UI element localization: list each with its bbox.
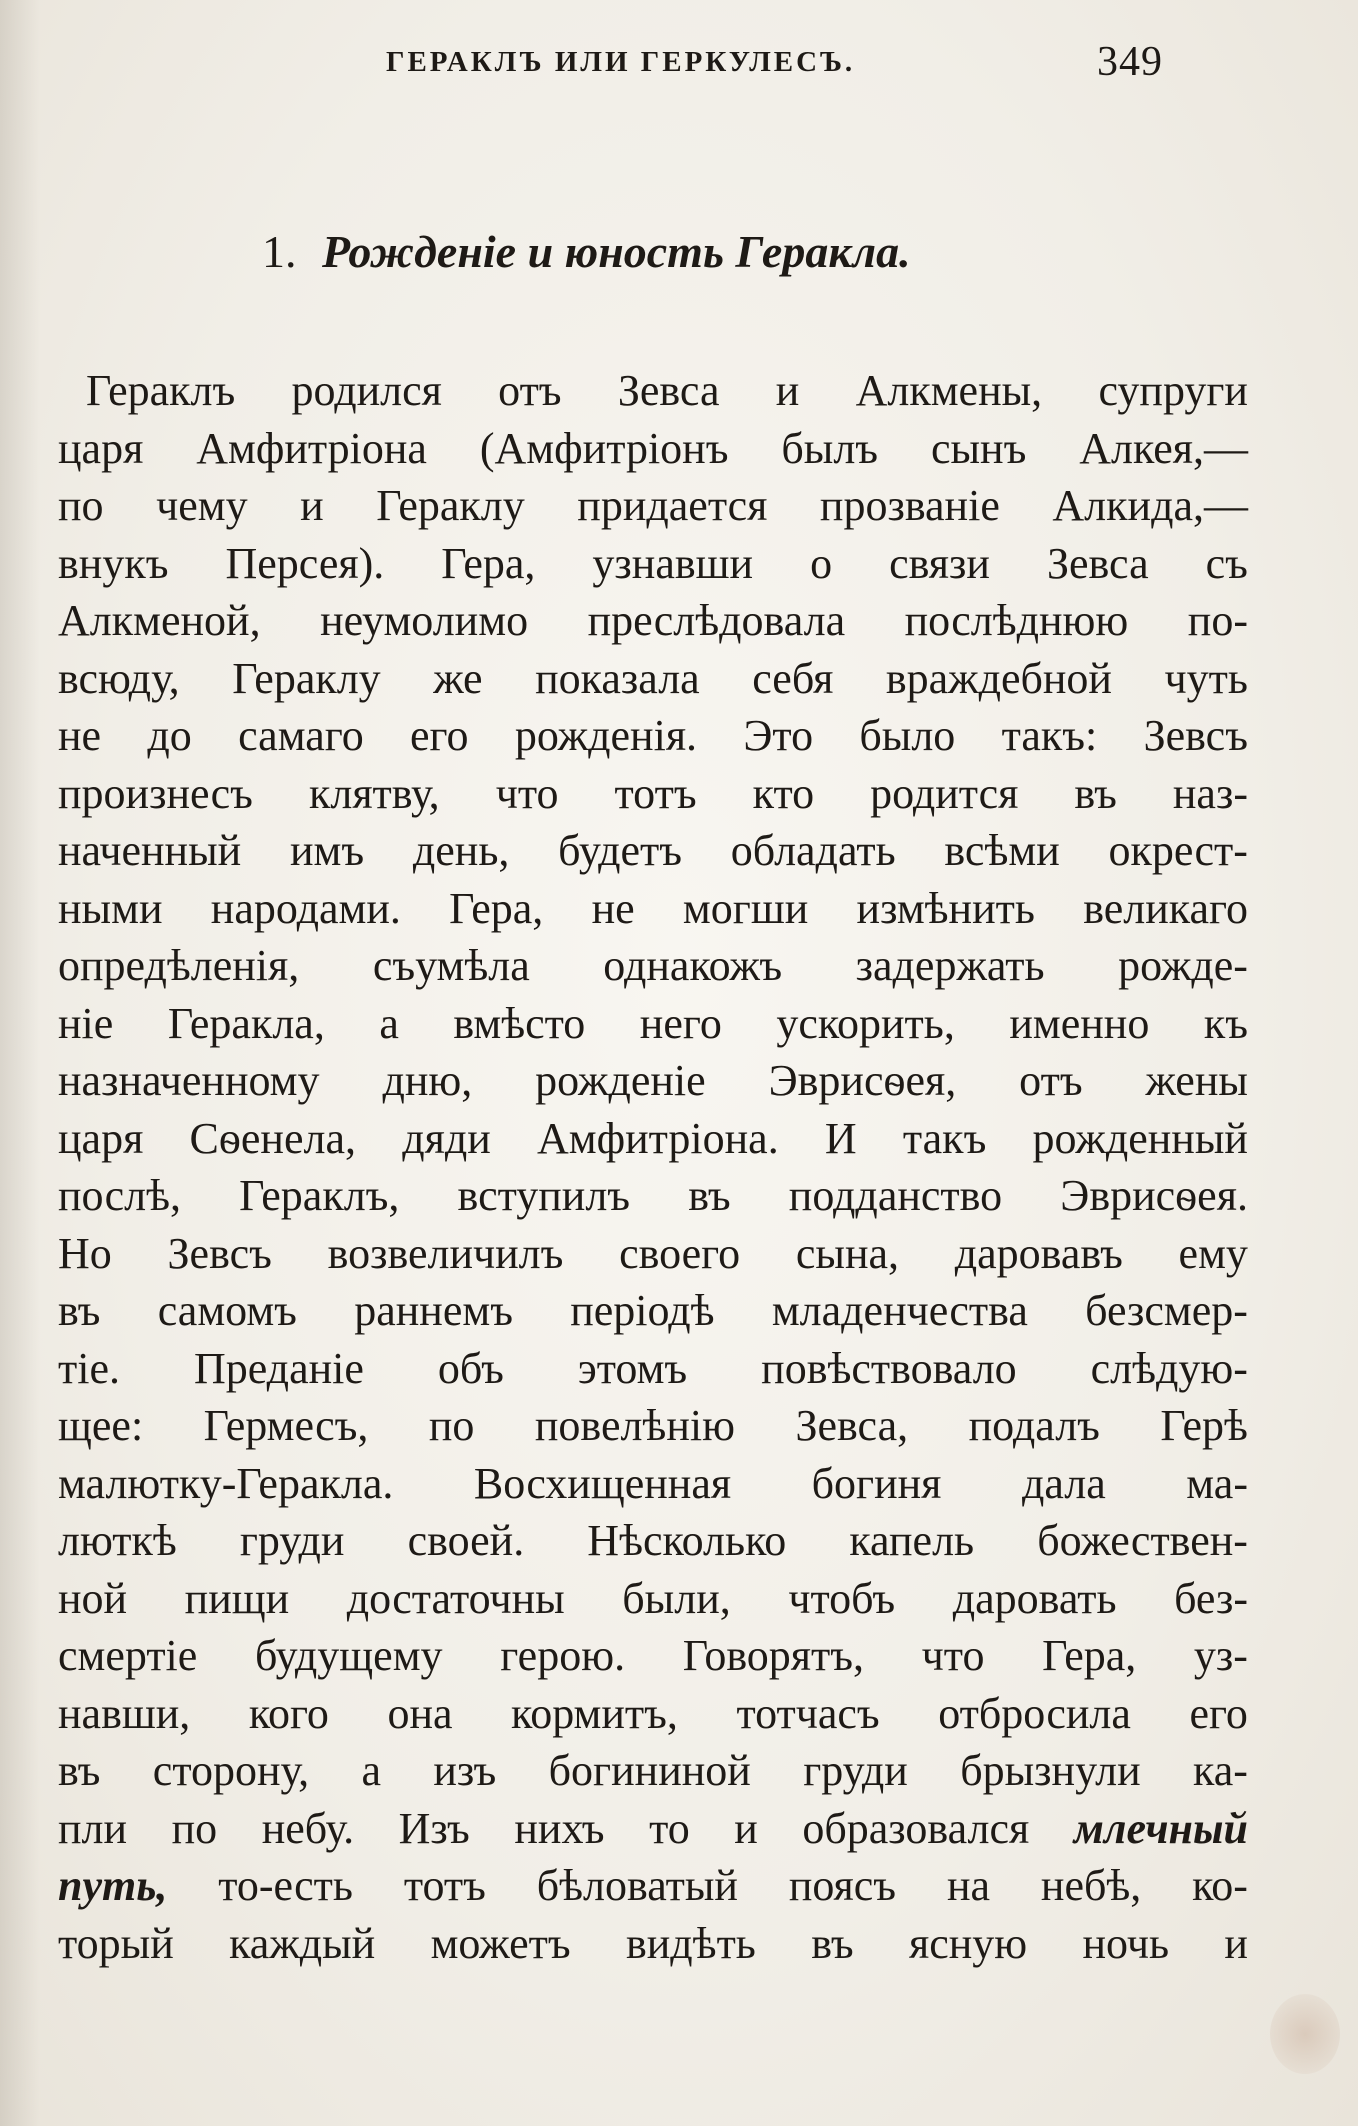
word: достаточны — [346, 1573, 565, 1623]
text-line — [58, 362, 1248, 420]
word: родится — [870, 768, 1019, 818]
word: пищи — [184, 1573, 290, 1623]
word: пли — [58, 1803, 128, 1853]
word: поясъ — [788, 1861, 897, 1910]
word: млечный — [1073, 1803, 1248, 1853]
word: Гермесъ, — [203, 1401, 369, 1450]
word: бѣловатый — [536, 1861, 738, 1910]
word: брызнули — [960, 1746, 1141, 1795]
word: божествен- — [1037, 1516, 1248, 1565]
word: без- — [1174, 1573, 1248, 1623]
text-line — [58, 420, 1248, 478]
word: именно — [1009, 998, 1150, 1048]
word: наз- — [1172, 768, 1248, 818]
word: отъ — [498, 366, 562, 415]
word: наченный — [58, 826, 242, 875]
word: уз- — [1193, 1631, 1248, 1680]
word: тіе. — [58, 1343, 120, 1393]
word: назначенному — [58, 1056, 320, 1105]
word: прозваніе — [819, 481, 1000, 530]
word: подданство — [788, 1171, 1003, 1220]
word: задержать — [855, 941, 1045, 990]
word: Гераклъ, — [239, 1171, 400, 1220]
text-line — [58, 1282, 1248, 1340]
word: и — [734, 1803, 758, 1853]
word: дяди — [402, 1113, 491, 1163]
word: показала — [535, 653, 700, 703]
text-line — [58, 765, 1248, 823]
word: Нѣсколько — [587, 1516, 787, 1565]
word: узнавши — [592, 538, 754, 588]
word: съ — [1205, 538, 1248, 588]
word: Алкмены, — [855, 366, 1043, 415]
word: своего — [619, 1228, 741, 1278]
word: Преданіе — [193, 1343, 364, 1393]
word: что — [495, 768, 559, 818]
word: ка- — [1193, 1746, 1248, 1795]
text-line — [58, 1340, 1248, 1398]
word: отъ — [1019, 1056, 1083, 1105]
word: Зевсъ — [167, 1228, 272, 1278]
word: былъ — [781, 423, 879, 473]
word: же — [433, 653, 483, 703]
word: Гера, — [1042, 1631, 1137, 1680]
section-heading — [262, 225, 911, 278]
word: всюду, — [58, 653, 180, 703]
text-line — [58, 1800, 1248, 1858]
word: произнесъ — [58, 768, 253, 818]
word: внукъ — [58, 538, 169, 588]
word: сторону, — [152, 1746, 310, 1795]
word: царя — [58, 1113, 144, 1163]
word: щее: — [58, 1401, 144, 1450]
word: будущему — [254, 1631, 443, 1680]
text-line — [58, 937, 1248, 995]
word: однакожъ — [603, 941, 783, 990]
text-line — [58, 535, 1248, 593]
word: по — [58, 481, 104, 530]
word: чтобъ — [788, 1573, 896, 1623]
word: опредѣленія, — [58, 941, 300, 990]
text-line — [58, 1455, 1248, 1513]
word: Гераклъ — [86, 366, 236, 415]
text-line — [58, 1685, 1248, 1743]
word: ему — [1178, 1228, 1248, 1278]
text-line — [58, 1225, 1248, 1283]
text-line — [58, 995, 1248, 1053]
word: измѣнить — [856, 883, 1035, 933]
word: преслѣдовала — [587, 596, 846, 645]
text-line — [58, 592, 1248, 650]
word: тотчасъ — [736, 1688, 880, 1738]
body-text — [58, 362, 1248, 1972]
word: повѣствовало — [761, 1343, 1017, 1393]
word: въ — [688, 1171, 731, 1220]
word: жены — [1145, 1056, 1248, 1105]
word: то — [649, 1803, 690, 1853]
word: великаго — [1083, 883, 1248, 933]
word: не — [591, 883, 635, 933]
word: дню, — [382, 1056, 473, 1105]
word: Гераклу — [376, 481, 525, 530]
word: связи — [889, 538, 990, 588]
word: этомъ — [577, 1343, 688, 1393]
running-title: ГЕРАКЛЪ ИЛИ ГЕРКУЛЕСЪ. — [386, 46, 856, 78]
word: Говорятъ, — [682, 1631, 865, 1680]
word: окрест- — [1108, 826, 1248, 875]
word: чему — [156, 481, 248, 530]
word: обладать — [730, 826, 896, 875]
word: путь, — [58, 1861, 168, 1910]
word: что — [921, 1631, 985, 1680]
word: Эврисѳея. — [1060, 1171, 1248, 1220]
word: съумѣла — [372, 941, 530, 990]
word: него — [639, 998, 722, 1048]
word: будетъ — [558, 826, 683, 875]
word: всѣми — [944, 826, 1060, 875]
word: груди — [239, 1516, 345, 1565]
word: Восхищенная — [473, 1458, 732, 1508]
word: день, — [412, 826, 510, 875]
word: періодѣ — [570, 1286, 715, 1335]
word: неумолимо — [320, 596, 529, 645]
word: въ — [1074, 768, 1117, 818]
word: вступилъ — [457, 1171, 631, 1220]
word: ночь — [1082, 1918, 1170, 1968]
word: враждебной — [885, 653, 1112, 703]
word: супруги — [1098, 366, 1248, 415]
word: видѣть — [625, 1918, 756, 1968]
word: Эврисѳея, — [768, 1056, 957, 1105]
word: слѣдую- — [1090, 1343, 1248, 1393]
word: каждый — [229, 1918, 376, 1968]
text-line — [58, 1397, 1248, 1455]
word: о — [810, 538, 833, 588]
word: послѣ, — [58, 1171, 182, 1220]
word: подалъ — [968, 1401, 1100, 1450]
word: повелѣнію — [534, 1401, 735, 1450]
word: малютку-Геракла. — [58, 1458, 394, 1508]
word: ными — [58, 883, 163, 933]
word: сына, — [795, 1228, 900, 1278]
text-line — [58, 1167, 1248, 1225]
word: кормитъ, — [511, 1688, 678, 1738]
word: безсмер- — [1085, 1286, 1248, 1335]
word: ясную — [908, 1918, 1028, 1968]
word: Алкида,— — [1052, 481, 1248, 530]
word: возвеличилъ — [327, 1228, 564, 1278]
text-line — [58, 880, 1248, 938]
word: въ — [58, 1746, 101, 1795]
text-line — [58, 477, 1248, 535]
word: могши — [682, 883, 809, 933]
word: даровать — [952, 1573, 1117, 1623]
word: родился — [291, 366, 442, 415]
word: рожде- — [1118, 941, 1248, 990]
word: образовался — [802, 1803, 1030, 1853]
word: Гера, — [449, 883, 544, 933]
word: такъ — [902, 1113, 987, 1163]
word: а — [361, 1746, 382, 1795]
text-line — [58, 1742, 1248, 1800]
word: такъ: — [1001, 711, 1098, 760]
word: богиня — [811, 1458, 942, 1508]
word: люткѣ — [58, 1516, 177, 1565]
word: самаго — [238, 711, 364, 760]
text-line — [58, 1512, 1248, 1570]
word: Зевсъ — [1143, 711, 1248, 760]
word: Изъ — [398, 1803, 470, 1853]
word: и — [300, 481, 324, 530]
word: изъ — [433, 1746, 497, 1795]
word: было — [859, 711, 956, 760]
word: придается — [577, 481, 768, 530]
word: были, — [622, 1573, 731, 1623]
word: не — [58, 711, 102, 760]
word: Зевса — [1046, 538, 1149, 588]
word: Амфитріона — [196, 423, 427, 473]
word: дала — [1021, 1458, 1106, 1508]
word: груди — [803, 1746, 908, 1795]
section-number: 1. — [262, 226, 297, 277]
page-number: 349 — [1097, 39, 1163, 85]
word: сынъ — [930, 423, 1027, 473]
word: тотъ — [403, 1861, 486, 1910]
text-line — [58, 822, 1248, 880]
word: самомъ — [157, 1286, 297, 1335]
word: тотъ — [614, 768, 697, 818]
word: то-есть — [218, 1861, 353, 1910]
text-line — [58, 1857, 1248, 1915]
word: а — [379, 998, 399, 1048]
word: Амфитріона. — [536, 1113, 779, 1163]
word: кто — [752, 768, 815, 818]
word: себя — [752, 653, 834, 703]
word: рожденіе — [535, 1056, 706, 1105]
word: въ — [58, 1286, 101, 1335]
section-title: Рожденіе и юность Геракла. — [322, 226, 911, 277]
word: богининой — [548, 1746, 751, 1795]
word: навши, — [58, 1688, 191, 1738]
word: (Амфитріонъ — [479, 423, 729, 473]
word: Зевса, — [795, 1401, 909, 1450]
spine-shadow — [0, 0, 40, 2126]
word: смертіе — [58, 1631, 198, 1680]
word: своей. — [407, 1516, 525, 1565]
text-line — [58, 1915, 1248, 1973]
word: по — [171, 1803, 218, 1853]
word: кого — [248, 1688, 329, 1738]
word: ко- — [1192, 1861, 1248, 1910]
word: Но — [58, 1228, 112, 1278]
word: младенчества — [771, 1286, 1028, 1335]
word: рожденія. — [514, 711, 698, 760]
word: она — [387, 1688, 453, 1738]
word: Гера, — [441, 538, 536, 588]
word: небѣ, — [1040, 1861, 1142, 1910]
text-line — [58, 1110, 1248, 1168]
word: по- — [1187, 596, 1248, 645]
word: Геракла, — [167, 998, 325, 1048]
word: Персея). — [225, 538, 385, 588]
word: Герѣ — [1160, 1401, 1248, 1450]
word: отбросила — [938, 1688, 1131, 1738]
word: имъ — [289, 826, 365, 875]
text-line — [58, 707, 1248, 765]
text-line — [58, 650, 1248, 708]
word: Алкменой, — [58, 596, 261, 645]
word: народами. — [210, 883, 401, 933]
word: до — [147, 711, 192, 760]
word: герою. — [500, 1631, 626, 1680]
word: царя — [58, 423, 144, 473]
word: къ — [1203, 998, 1248, 1048]
word: объ — [437, 1343, 504, 1393]
word: чуть — [1164, 653, 1248, 703]
word: вмѣсто — [453, 998, 586, 1048]
text-line — [58, 1052, 1248, 1110]
word: и — [775, 366, 800, 415]
word: Это — [743, 711, 814, 760]
word: Сѳенела, — [189, 1113, 356, 1163]
word: Алкея,— — [1079, 423, 1248, 473]
word: И — [824, 1113, 857, 1163]
word: послѣднюю — [904, 596, 1129, 645]
word: небу. — [261, 1803, 355, 1853]
word: въ — [811, 1918, 854, 1968]
word: рожденный — [1032, 1113, 1248, 1163]
word: можетъ — [430, 1918, 571, 1968]
word: нихъ — [514, 1803, 605, 1853]
word: ма- — [1186, 1458, 1248, 1508]
word: ускорить, — [776, 998, 955, 1048]
word: на — [946, 1861, 991, 1910]
paper-stain — [1270, 1994, 1340, 2074]
running-head — [0, 38, 1358, 98]
word: капель — [849, 1516, 975, 1565]
word: Зевса — [617, 366, 720, 415]
word: ной — [58, 1573, 128, 1623]
word: даровавъ — [954, 1228, 1123, 1278]
text-line — [58, 1627, 1248, 1685]
word: раннемъ — [354, 1286, 513, 1335]
word: по — [428, 1401, 475, 1450]
word: ніе — [58, 998, 114, 1048]
word: его — [410, 711, 469, 760]
word: Гераклу — [232, 653, 381, 703]
word: его — [1189, 1688, 1248, 1738]
word: торый — [58, 1918, 174, 1968]
word: и — [1224, 1918, 1248, 1968]
word: клятву, — [308, 768, 440, 818]
text-line — [58, 1570, 1248, 1628]
